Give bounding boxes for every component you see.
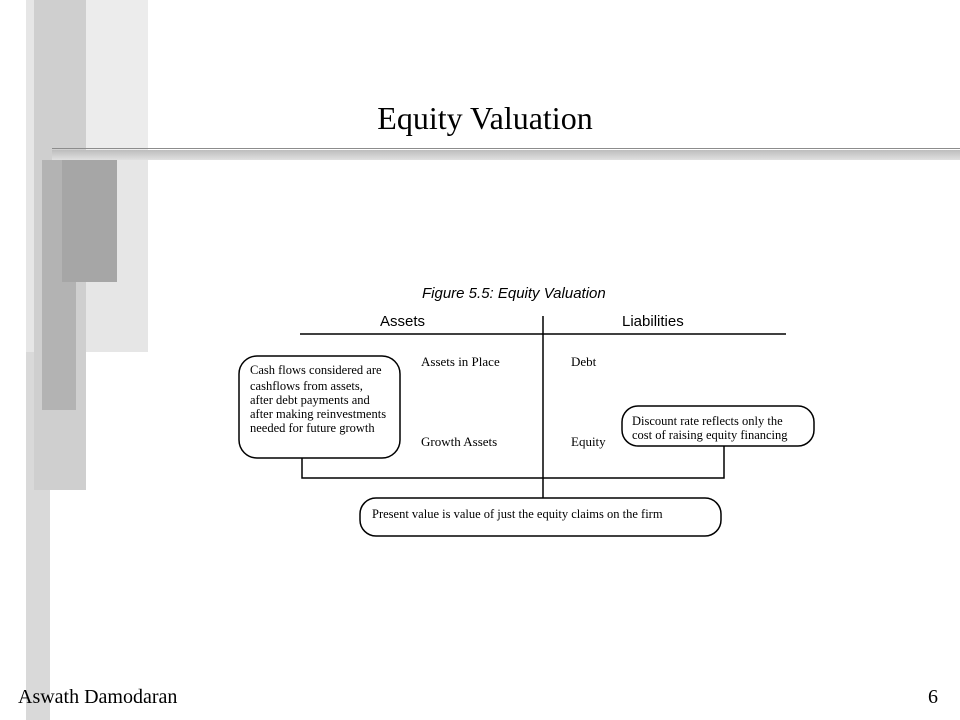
figure-caption: Figure 5.5: Equity Valuation <box>422 285 606 302</box>
equity-label: Equity <box>571 434 606 449</box>
slide-title: Equity Valuation <box>377 100 593 136</box>
present-value-note: Present value is value of just the equity claims on the firm <box>372 507 663 521</box>
cash-flows-note-line: Cash flows considered are <box>250 363 382 377</box>
debt-label: Debt <box>571 354 597 369</box>
discount-rate-note-line: Discount rate reflects only the <box>632 414 783 428</box>
cash-flows-note <box>250 363 389 435</box>
footer-author: Aswath Damodaran <box>18 686 178 708</box>
assets-header: Assets <box>380 313 426 330</box>
cash-flows-note-line: after making reinvestments <box>250 407 387 421</box>
growth-assets-label: Growth Assets <box>421 434 498 449</box>
discount-rate-note <box>632 414 788 442</box>
cash-flows-note-line: cashflows from assets, <box>250 379 363 393</box>
page-number: 6 <box>928 686 938 708</box>
cash-flows-note-line: after debt payments and <box>250 393 370 407</box>
assets-in-place-label: Assets in Place <box>421 354 500 369</box>
discount-rate-note-line: cost of raising equity financing <box>632 428 788 442</box>
liabilities-header: Liabilities <box>622 313 684 330</box>
cash-flows-note-line: needed for future growth <box>250 421 375 435</box>
